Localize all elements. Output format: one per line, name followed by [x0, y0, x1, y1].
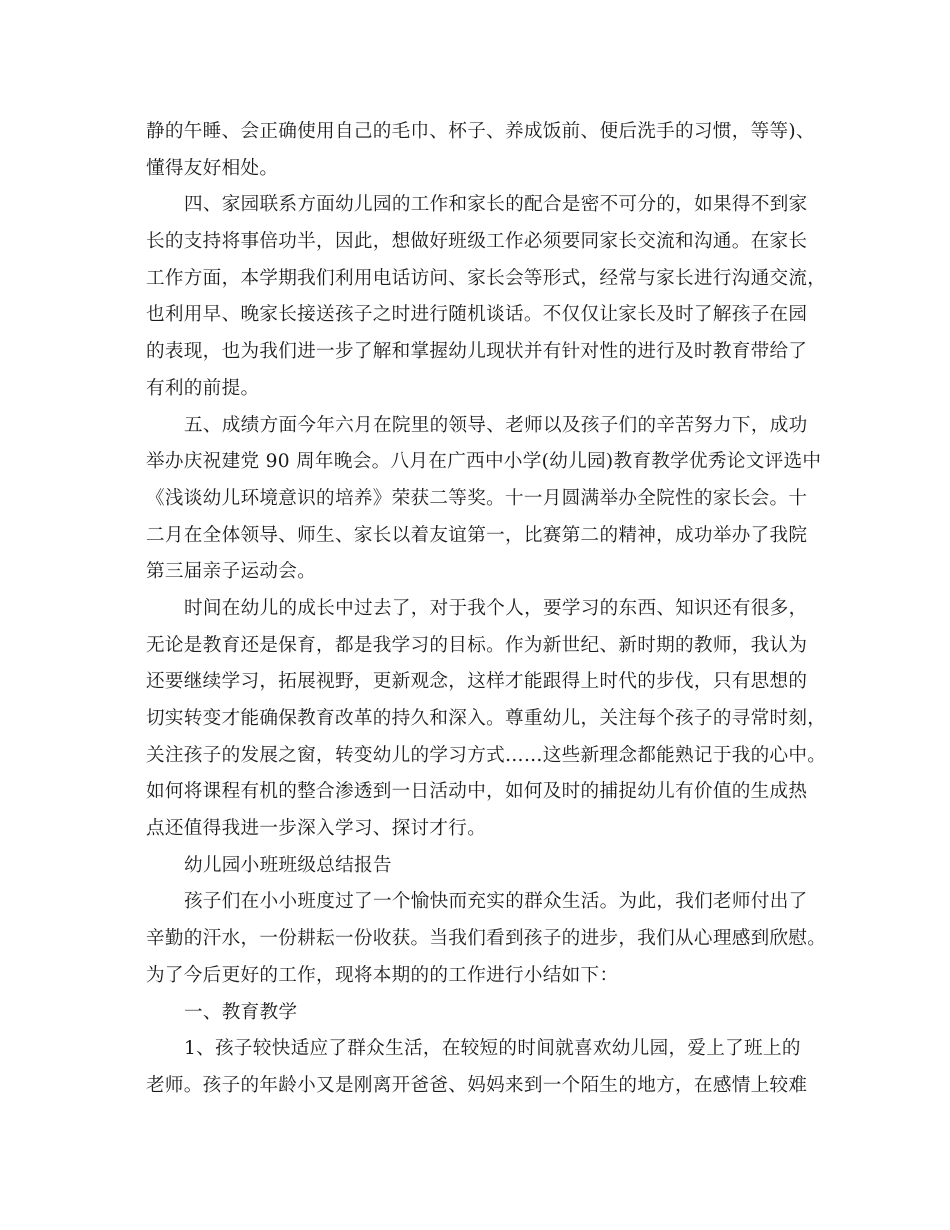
text-line: 辛勤的汗水，一份耕耘一份收获。当我们看到孩子的进步，我们从心理感到欣慰。 — [146, 928, 827, 950]
text-line: 切实转变才能确保教育改革的持久和深入。尊重幼儿，关注每个孩子的寻常时刻， — [146, 708, 827, 729]
text-line: 老师。孩子的年龄小又是刚离开爸爸、妈妈来到一个陌生的地方，在感情上较难 — [146, 1074, 808, 1096]
text-line: 举办庆祝建党 90 周年晚会。八月在广西中小学(幼儿园)教育教学优秀论文评选中 — [146, 451, 822, 473]
text-line: 关注孩子的发展之窗，转变幼儿的学习方式……这些新理念都能熟记于我的心中。 — [146, 744, 827, 766]
paragraph-intro: 孩子们在小小班度过了一个愉快而充实的群众生活。为此，我们老师付出了 — [184, 891, 808, 913]
text-line: 为了今后更好的工作，现将本期的的工作进行小结如下： — [146, 964, 619, 986]
paragraph-section-four: 四、家园联系方面幼儿园的工作和家长的配合是密不可分的，如果得不到家 — [184, 194, 808, 216]
text-line: 静的午睡、会正确使用自己的毛巾、杯子、养成饭前、便后洗手的习惯，等等)、 — [146, 121, 815, 142]
paragraph-reflection: 时间在幼儿的成长中过去了，对于我个人，要学习的东西、知识还有很多， — [184, 597, 808, 619]
text-line: 《浅谈幼儿环境意识的培养》荣获二等奖。十一月圆满举办全院性的家长会。十 — [146, 487, 808, 509]
text-line: 无论是教育还是保育，都是我学习的目标。作为新世纪、新时期的教师，我认为 — [146, 634, 808, 656]
paragraph-item-one: 1、孩子较快适应了群众生活，在较短的时间就喜欢幼儿园，爱上了班上的 — [184, 1038, 801, 1060]
text-line: 有利的前提。 — [146, 377, 260, 399]
document-body — [146, 114, 827, 1105]
section-heading-education: 一、教育教学 — [184, 1001, 298, 1023]
text-line: 如何将课程有机的整合渗透到一日活动中，如何及时的捕捉幼儿有价值的生成热 — [146, 781, 808, 803]
text-line: 第三届亲子运动会。 — [146, 561, 317, 583]
text-line: 工作方面，本学期我们利用电话访问、家长会等形式，经常与家长进行沟通交流， — [146, 267, 827, 289]
text-line: 点还值得我进一步深入学习、探讨才行。 — [146, 818, 487, 840]
report-title: 幼儿园小班班级总结报告 — [184, 854, 392, 876]
text-line: 的表现，也为我们进一步了解和掌握幼儿现状并有针对性的进行及时教育带给了 — [146, 341, 808, 363]
text-line: 二月在全体领导、师生、家长以着友谊第一，比赛第二的精神，成功举办了我院 — [146, 524, 808, 546]
text-line: 还要继续学习，拓展视野，更新观念，这样才能跟得上时代的步伐，只有思想的 — [146, 671, 808, 693]
text-line: 懂得友好相处。 — [146, 157, 279, 179]
text-line: 长的支持将事倍功半，因此，想做好班级工作必须要同家长交流和沟通。在家长 — [146, 231, 808, 253]
paragraph-section-five: 五、成绩方面今年六月在院里的领导、老师以及孩子们的辛苦努力下，成功 — [184, 414, 808, 436]
text-line: 也利用早、晚家长接送孩子之时进行随机谈话。不仅仅让家长及时了解孩子在园 — [146, 304, 808, 326]
